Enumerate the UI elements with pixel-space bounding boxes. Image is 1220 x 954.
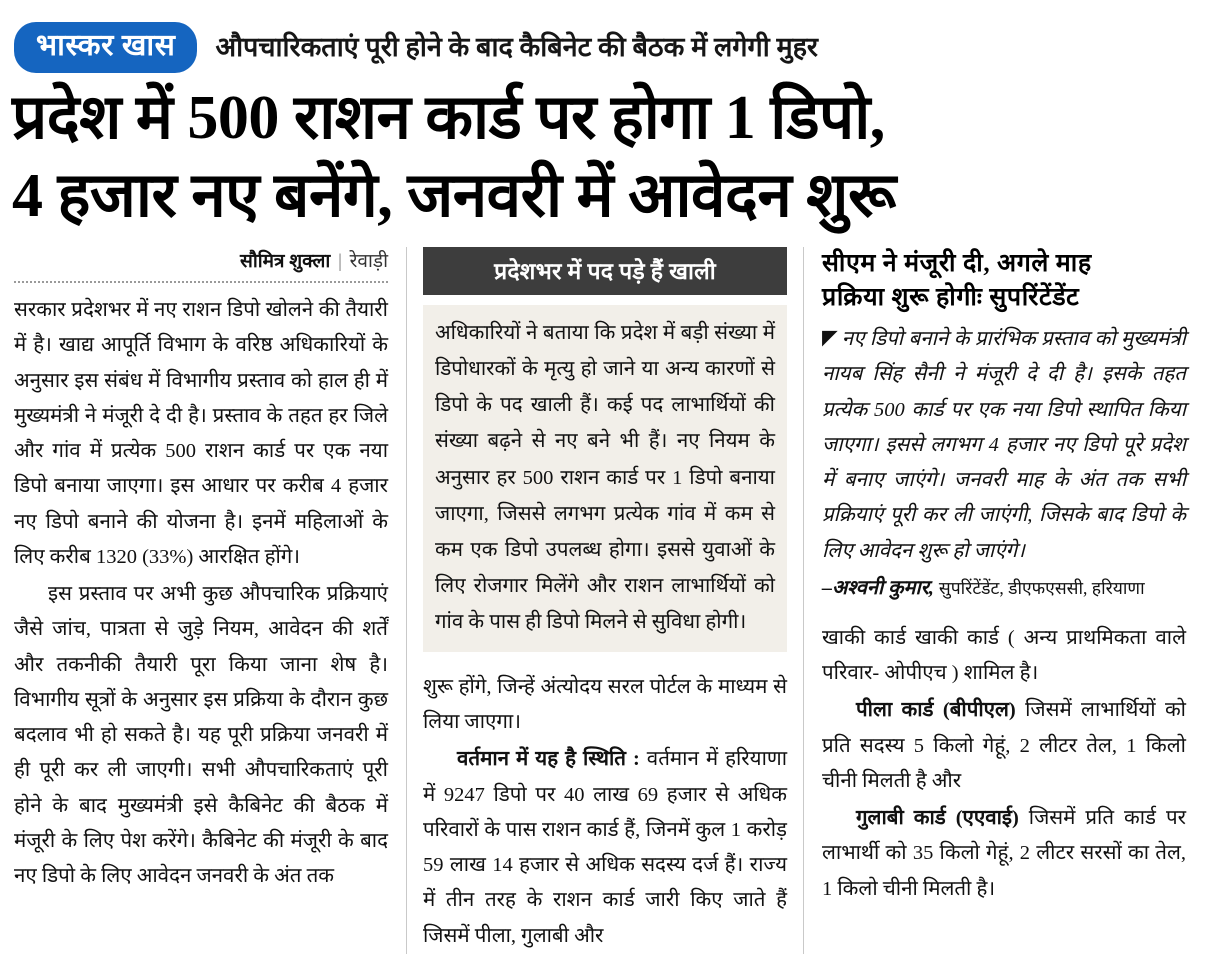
column-three-heading — [822, 247, 1186, 314]
yellow-card-paragraph — [822, 693, 1186, 799]
headline-line-2: 4 हजार नए बनेंगे, जनवरी में आवेदन शुरू — [12, 162, 896, 231]
headline — [0, 73, 1220, 235]
byline-divider — [14, 281, 388, 283]
pink-card-paragraph — [822, 801, 1186, 907]
upper-columns — [0, 235, 1220, 954]
quote-text: नए डिपो बनाने के प्रारंभिक प्रस्ताव को मुख्यमंत्री नायब सिंह सैनी ने मंजूरी दे दी है। इसके तहत प्रत्येक 500 कार्ड पर एक नया डिपो स्थापित किया जाएगा। इससे लगभग 4 हजार नए डिपो पूरे प्रदेश में बनाए जाएंगे। जनवरी माह के अंत तक सभी प्रक्रियाएं पूरी कर ली जाएंगी, जिसके बाद डिपो के लिए आवेदन शुरू हो जाएंगे। — [822, 328, 1186, 562]
byline-place: रेवाड़ी — [349, 251, 388, 273]
column-three-continuation: खाकी कार्ड खाकी कार्ड ( अन्य प्राथमिकता वाले परिवार- ओपीएच ) शामिल है। — [822, 626, 1186, 685]
column-three-heading-line-1: सीएम ने मंजूरी दी, अगले माह — [822, 250, 1092, 278]
column-three — [804, 247, 1186, 954]
column-one-paragraph-1: सरकार प्रदेशभर में नए राशन डिपो खोलने की तैयारी में है। खाद्य आपूर्ति विभाग के वरिष्ठ अधिकारियों के अनुसार इस संबंध में विभागीय प्रस्ताव को हाल ही में मुख्यमंत्री ने मंजूरी दे दी है। प्रस्ताव के तहत हर जिले और गांव में प्रत्येक 500 राशन कार्ड पर एक नया डिपो बनाया जाएगा। इस आधार पर करीब 4 हजार नए डिपो बनाने की योजना है। इनमें महिलाओं के लिए करीब 1320 (33%) आरक्षित होंगे। — [14, 299, 388, 568]
pink-card-text: जिसमें प्रति कार्ड पर लाभार्थी को 35 किलो गेहूं, 2 लीटर सरसों का तेल, 1 किलो चीनी मिलती है। — [822, 807, 1187, 900]
kicker-row — [0, 0, 1220, 73]
kicker-text: औपचारिकताएं पूरी होने के बाद कैबिनेट की बैठक में लगेगी मुहर — [215, 31, 818, 62]
byline-separator: | — [338, 251, 342, 273]
attribution-name: –अश्वनी कुमार, — [822, 576, 934, 599]
yellow-card-label: पीला कार्ड (बीपीएल) — [856, 699, 1016, 722]
column-three-quote — [822, 322, 1186, 569]
quote-attribution — [822, 573, 1186, 603]
column-two — [406, 247, 804, 954]
status-label: वर्तमान में यह है स्थिति : — [457, 748, 640, 771]
column-two-subheading: प्रदेशभर में पद पड़े हैं खाली — [423, 247, 787, 295]
headline-line-1: प्रदेश में 500 राशन कार्ड पर होगा 1 डिपो, — [12, 84, 885, 152]
column-one-paragraph-2: इस प्रस्ताव पर अभी कुछ औपचारिक प्रक्रियाएं जैसे जांच, पात्रता से जुड़े नियम, आवेदन की शर्तें और तकनीकी तैयारी पूरा किया जाना शेष है। विभागीय सूत्रों के अनुसार इस प्रक्रिया के दौरान कुछ बदलाव भी हो सकते है। यह पूरी प्रक्रिया जनवरी में ही पूरी कर ली जाएगी। सभी औपचारिकताएं पूरी होने के बाद मुख्यमंत्री इसे कैबिनेट की बैठक में मंजूरी के लिए पेश करेंगे। कैबिनेट की मंजूरी के बाद नए डिपो के लिए आवेदन जनवरी के अंत तक — [14, 583, 388, 888]
column-two-highlight-box — [423, 305, 787, 652]
byline — [14, 247, 388, 273]
yellow-card-text: जिसमें लाभार्थियों को प्रति सदस्य 5 किलो गेहूं, 2 लीटर तेल, 1 किलो चीनी मिलती है और — [822, 699, 1186, 792]
byline-author: सौमित्र शुक्ला — [239, 251, 331, 273]
pink-card-label: गुलाबी कार्ड (एएवाई) — [856, 807, 1019, 830]
quote-flag-icon: ◤ — [822, 327, 838, 350]
bhaskar-khas-badge: भास्कर खास — [14, 22, 197, 73]
column-three-heading-line-2: प्रक्रिया शुरू होगीः सुपरिंटेंडेंट — [822, 283, 1080, 311]
column-two-continuation: शुरू होंगे, जिन्हें अंत्योदय सरल पोर्टल के माध्यम से लिया जाएगा। — [423, 675, 787, 734]
column-two-box-paragraph: अधिकारियों ने बताया कि प्रदेश में बड़ी संख्या में डिपोधारकों के मृत्यु हो जाने या अन्य कारणों से डिपो के पद खाली हैं। कई पद लाभार्थियों की संख्या बढ़ने से नए बने भी हैं। नए नियम के अनुसार हर 500 राशन कार्ड पर 1 डिपो बनाया जाएगा, जिससे लगभग प्रत्येक गांव में कम से कम एक डिपो उपलब्ध होगा। इससे युवाओं के लिए रोजगार मिलेंगे और राशन लाभार्थियों को गांव के पास ही डिपो मिलने से सुविधा होगी। — [435, 322, 775, 633]
column-two-status-paragraph — [423, 742, 787, 954]
attribution-role: सुपरिंटेंडेंट, डीएफएससी, हरियाणा — [938, 577, 1145, 598]
status-text: वर्तमान में हरियाणा में 9247 डिपो पर 40 लाख 69 हजार से अधिक परिवारों के पास राशन कार्ड हैं, जिनमें कुल 1 करोड़ 59 लाख 14 हजार से अधिक सदस्य दर्ज हैं। राज्य में तीन तरह के राशन कार्ड जारी किए जाते हैं जिसमें पीला, गुलाबी और — [423, 748, 788, 947]
column-one — [14, 247, 406, 954]
